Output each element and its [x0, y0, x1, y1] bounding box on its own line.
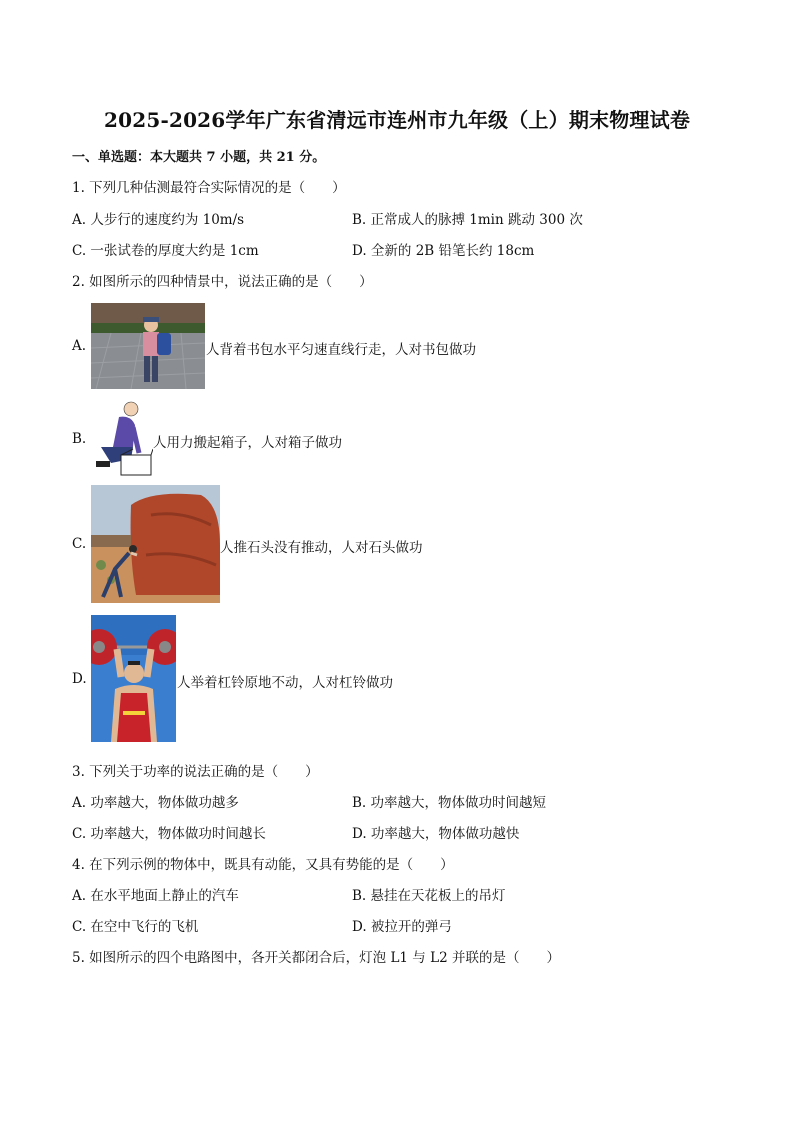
man-pushing-rock-image — [91, 485, 220, 603]
weightlifter-image — [91, 615, 176, 742]
question-1-option-b: B. 正常成人的脉搏 1min 跳动 300 次 — [352, 212, 583, 228]
question-2-option-d-letter: D. — [72, 671, 87, 687]
question-4-option-a: A. 在水平地面上静止的汽车 — [72, 888, 239, 904]
question-1-stem: 1. 下列几种估测最符合实际情况的是（ ） — [72, 180, 346, 196]
question-2-option-a: 人背着书包水平匀速直线行走，人对书包做功 — [206, 342, 476, 358]
question-3-option-b: B. 功率越大，物体做功时间越短 — [352, 795, 547, 811]
question-3-stem: 3. 下列关于功率的说法正确的是（ ） — [72, 764, 319, 780]
question-3-option-c: C. 功率越大，物体做功时间越长 — [72, 826, 266, 842]
man-lifting-box-image — [91, 397, 153, 479]
question-2-option-b-letter: B. — [72, 431, 87, 447]
question-3-option-a: A. 功率越大，物体做功越多 — [72, 795, 239, 811]
question-1-option-c: C. 一张试卷的厚度大约是 1cm — [72, 243, 259, 259]
question-4-stem: 4. 在下列示例的物体中，既具有动能，又具有势能的是（ ） — [72, 857, 454, 873]
question-1-option-d: D. 全新的 2B 铅笔长约 18cm — [352, 243, 535, 259]
question-5-stem: 5. 如图所示的四个电路图中，各开关都闭合后，灯泡 L1 与 L2 并联的是（ ） — [72, 950, 560, 966]
question-2-stem: 2. 如图所示的四种情景中，说法正确的是（ ） — [72, 274, 373, 290]
question-1-option-a: A. 人步行的速度约为 10m/s — [72, 212, 245, 228]
question-3-option-d: D. 功率越大，物体做功越快 — [352, 826, 520, 842]
question-2-option-a-letter: A. — [72, 338, 87, 354]
question-2-option-b: 人用力搬起箱子，人对箱子做功 — [153, 435, 342, 451]
question-2-option-d: 人举着杠铃原地不动，人对杠铃做功 — [177, 675, 393, 691]
question-2-option-c-letter: C. — [72, 536, 87, 552]
section-heading: 一、单选题：本大题共 7 小题，共 21 分。 — [72, 150, 326, 165]
question-4-option-c: C. 在空中飞行的飞机 — [72, 919, 199, 935]
question-2-option-c: 人推石头没有推动，人对石头做功 — [220, 540, 423, 556]
boy-backpack-image — [91, 303, 205, 389]
question-4-option-d: D. 被拉开的弹弓 — [352, 919, 452, 935]
exam-title: 2025-2026学年广东省清远市连州市九年级（上）期末物理试卷 — [103, 108, 691, 132]
question-4-option-b: B. 悬挂在天花板上的吊灯 — [352, 888, 506, 904]
